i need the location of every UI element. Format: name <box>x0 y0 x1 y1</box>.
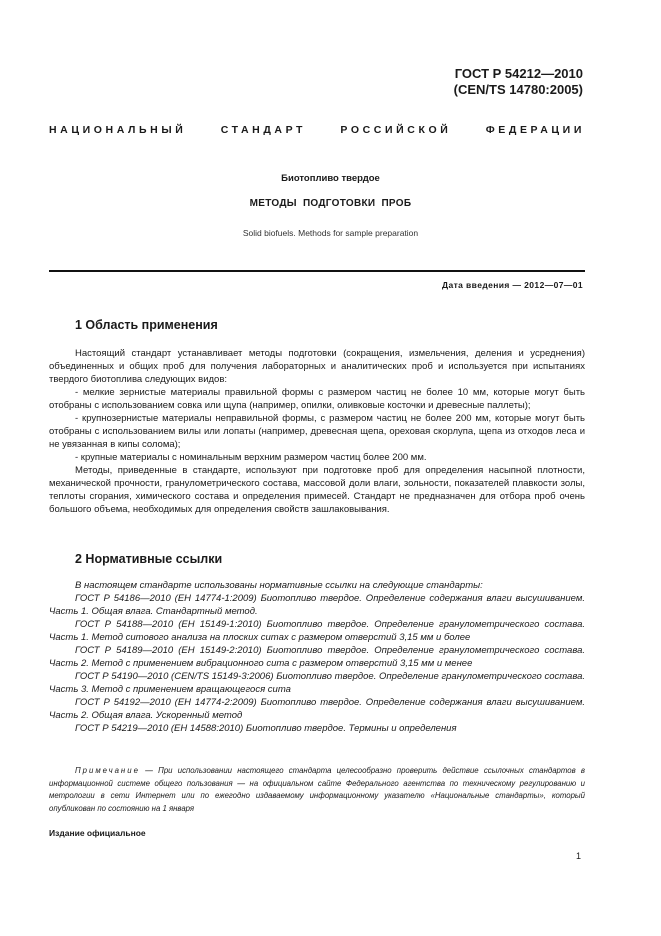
gost-number: ГОСТ Р 54212—2010 <box>454 66 583 81</box>
reference-item: ГОСТ Р 54190—2010 (CEN/TS 15149-3:2006) Биотопливо твердое. Определение гранулометрического состава. Часть 3. Метод с применением вращающегося сита <box>49 671 585 695</box>
section-references-body <box>49 579 585 735</box>
note-label: Примечание <box>75 766 140 775</box>
page-number: 1 <box>575 851 581 861</box>
banner-word: ФЕДЕРАЦИИ <box>485 124 585 136</box>
reference-item: ГОСТ Р 54186—2010 (ЕН 14774-1:2009) Биотопливо твердое. Определение содержания влаги высушиванием. Часть 1. Общая влага. Стандартный метод. <box>49 593 585 617</box>
document-designation <box>454 66 583 98</box>
section-scope-body <box>49 347 585 516</box>
banner-word: НАЦИОНАЛЬНЫЙ <box>49 124 187 136</box>
reference-item: ГОСТ Р 54189—2010 (ЕН 15149-2:2010) Биотопливо твердое. Определение гранулометрического состава. Часть 2. Метод с применением вибрационного сита с размером отверстий 3,15 мм и менее <box>49 645 585 669</box>
introduction-date: Дата введения — 2012—07—01 <box>442 280 583 290</box>
paragraph: Методы, приведенные в стандарте, используют при подготовке проб для определения насыпной плотности, механической прочности, гранулометрического состава, массовой доли влаги, зольности, показателей плавкости золы, теплоты сгорания, химического состава и определения примесей. Стандарт не предназначен для отбора проб очень большого объема, необходимых для определения свойств зашлаковывания. <box>49 465 585 515</box>
note <box>49 765 585 816</box>
title-divider <box>49 270 585 272</box>
cen-number: (CEN/TS 14780:2005) <box>453 82 583 97</box>
national-standard-banner <box>49 124 585 136</box>
edition-label: Издание официальное <box>49 828 146 838</box>
document-subject: Биотопливо твердое <box>281 173 380 184</box>
banner-word: РОССИЙСКОЙ <box>340 124 452 136</box>
reference-item: ГОСТ Р 54188—2010 (ЕН 15149-1:2010) Биотопливо твердое. Определение гранулометрического состава. Часть 1. Метод ситового анализа на плоских ситах с размером отверстий 3,15 мм и более <box>49 619 585 643</box>
english-title: Solid biofuels. Methods for sample preparation <box>242 228 419 238</box>
document-title: МЕТОДЫ ПОДГОТОВКИ ПРОБ <box>249 198 412 209</box>
list-item: - крупнозернистые материалы неправильной формы, с размером частиц не более 200 мм, которые могут быть отобраны с использованием вилы или лопаты (например, древесная щепа, ореховая скорлупа, щепа из отходов леса и не увязанная в кипы солома); <box>49 413 585 450</box>
list-item: - мелкие зернистые материалы правильной формы с размером частиц не более 10 мм, которые могут быть отобраны с использованием совка или щупа (например, опилки, оливковые косточки и древесные паллеты); <box>49 387 585 411</box>
reference-item: ГОСТ Р 54219—2010 (ЕН 14588:2010) Биотопливо твердое. Термины и определения <box>75 723 457 734</box>
list-item: - крупные материалы с номинальным верхним размером частиц более 200 мм. <box>75 452 427 463</box>
reference-item: ГОСТ Р 54192—2010 (ЕН 14774-2:2009) Биотопливо твердое. Определение содержания влаги высушиванием. Часть 2. Общая влага. Ускоренный метод <box>49 697 585 721</box>
paragraph: Настоящий стандарт устанавливает методы подготовки (сокращения, измельчения, деления и усреднения) объединенных и общих проб для получения лабораторных и аналитических проб и используется при испытаниях твердого биотоплива следующих видов: <box>49 348 585 385</box>
paragraph: В настоящем стандарте использованы нормативные ссылки на следующие стандарты: <box>75 580 483 591</box>
banner-word: СТАНДАРТ <box>220 124 307 136</box>
note-text: — При использовании настоящего стандарта целесообразно проверить действие ссылочных стандартов в информационной системе общего пользования — на официальном сайте Федерального агентства по техническому регулированию и метрологии в сети Интернет или по ежегодно издаваемому информационному указателю «Национальные стандарты», который опубликован по состоянию на 1 января <box>49 766 585 814</box>
section-heading-references: 2 Нормативные ссылки <box>75 552 223 566</box>
section-heading-scope: 1 Область применения <box>75 318 218 332</box>
